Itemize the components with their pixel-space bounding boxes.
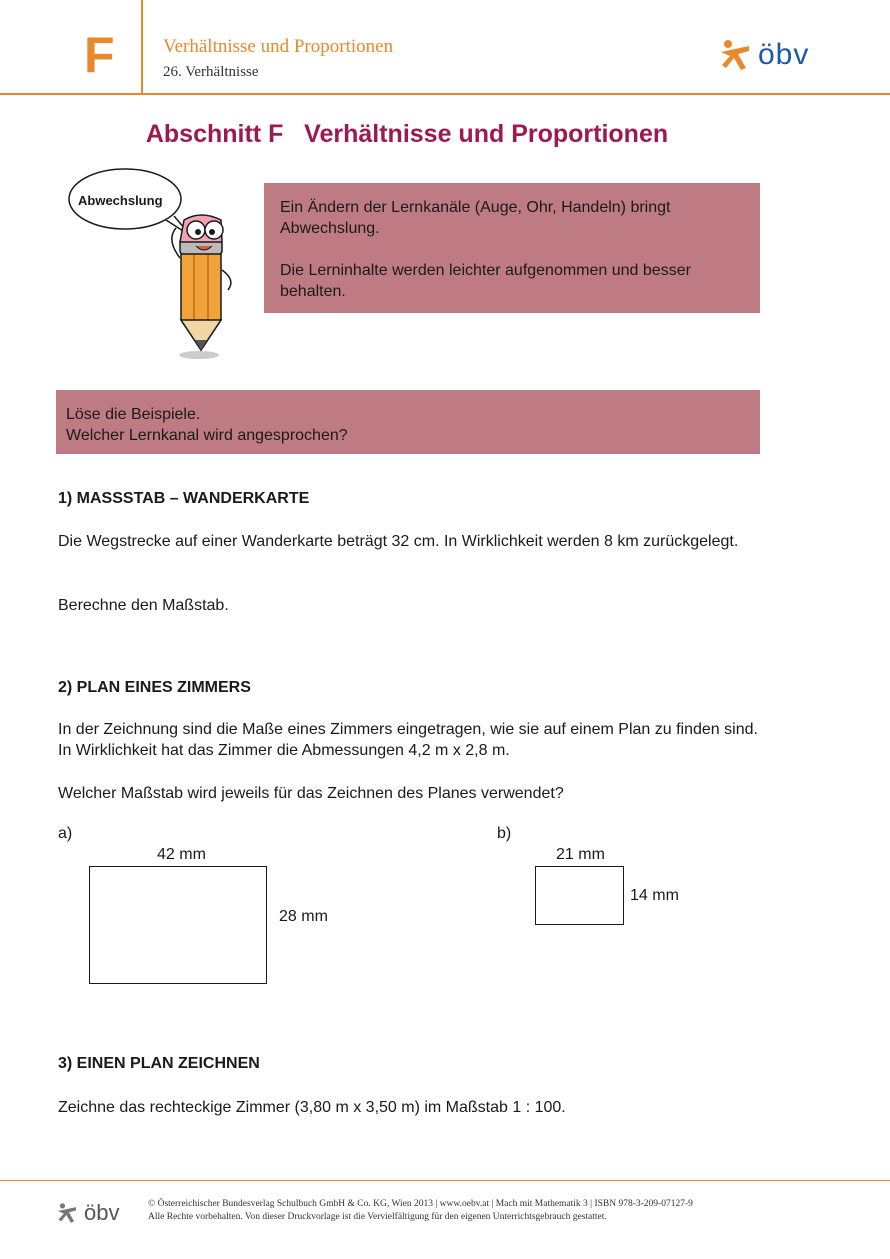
speech-bubble-text: Abwechslung	[78, 193, 163, 208]
exercise-1-text: Die Wegstrecke auf einer Wanderkarte beträgt 32 cm. In Wirklichkeit werden 8 km zurückgelegt.	[58, 533, 739, 550]
info-paragraph-1: Ein Ändern der Lernkanäle (Auge, Ohr, Handeln) bringt Abwechslung.	[280, 199, 671, 237]
header-divider-vertical	[141, 0, 143, 94]
mascot	[66, 166, 246, 366]
figure-a-height-label: 28 mm	[279, 908, 328, 925]
chapter-subtitle: 26. Verhältnisse	[163, 64, 259, 80]
chapter-letter: F	[84, 27, 115, 83]
footer-logo	[56, 1200, 119, 1226]
exercise-2-text: In der Zeichnung sind die Maße eines Zimmers eingetragen, wie sie auf einem Plan zu finden sind. In Wirklichkeit hat das Zimmer die Abmessungen 4,2 m x 2,8 m.	[58, 721, 758, 759]
footer-divider	[0, 1180, 890, 1181]
figure-a-label: a)	[58, 825, 73, 842]
publisher-logo	[718, 38, 809, 72]
logo-text: öbv	[758, 38, 810, 71]
info-box	[264, 183, 760, 313]
footer-rights: Alle Rechte vorbehalten. Von dieser Druckvorlage ist die Vervielfältigung für den eigenen Unterrichtsgebrauch gestattet.	[148, 1212, 607, 1222]
pencil-character-icon	[166, 210, 256, 360]
footer-copyright: © Österreichischer Bundesverlag Schulbuch GmbH & Co. KG, Wien 2013 | www.oebv.at | Mach mit Mathematik 3 | ISBN 978-3-209-07127-9	[148, 1199, 693, 1209]
figure-b-label: b)	[497, 825, 512, 842]
task-line-2: Welcher Lernkanal wird angesprochen?	[66, 427, 348, 444]
figure-a-rectangle	[89, 866, 267, 984]
task-line-1: Löse die Beispiele.	[66, 406, 201, 423]
exercise-3-heading: 3) EINEN PLAN ZEICHNEN	[58, 1055, 260, 1072]
task-box	[56, 390, 760, 454]
footer-logo-text: öbv	[84, 1200, 120, 1225]
figure-a-width-label: 42 mm	[157, 846, 206, 863]
figure-b-rectangle	[535, 866, 624, 925]
exercise-1-question: Berechne den Maßstab.	[58, 597, 229, 614]
header-divider-horizontal	[0, 93, 890, 95]
info-paragraph-2: Die Lerninhalte werden leichter aufgenommen und besser behalten.	[280, 262, 691, 300]
footer-text	[148, 1198, 693, 1224]
exercise-3-text: Zeichne das rechteckige Zimmer (3,80 m x 3,50 m) im Maßstab 1 : 100.	[58, 1099, 566, 1116]
figure-b-width-label: 21 mm	[556, 846, 605, 863]
chapter-title: Verhältnisse und Proportionen	[163, 36, 394, 57]
exercise-2-heading: 2) PLAN EINES ZIMMERS	[58, 679, 251, 696]
section-title: Abschnitt F Verhältnisse und Proportionen	[145, 120, 669, 148]
oebv-star-icon	[56, 1202, 78, 1224]
figure-b-height-label: 14 mm	[630, 887, 679, 904]
exercise-2-question: Welcher Maßstab wird jeweils für das Zeichnen des Planes verwendet?	[58, 785, 564, 802]
exercise-1-heading: 1) MASSSTAB – WANDERKARTE	[58, 490, 310, 507]
oebv-star-icon	[718, 38, 752, 72]
